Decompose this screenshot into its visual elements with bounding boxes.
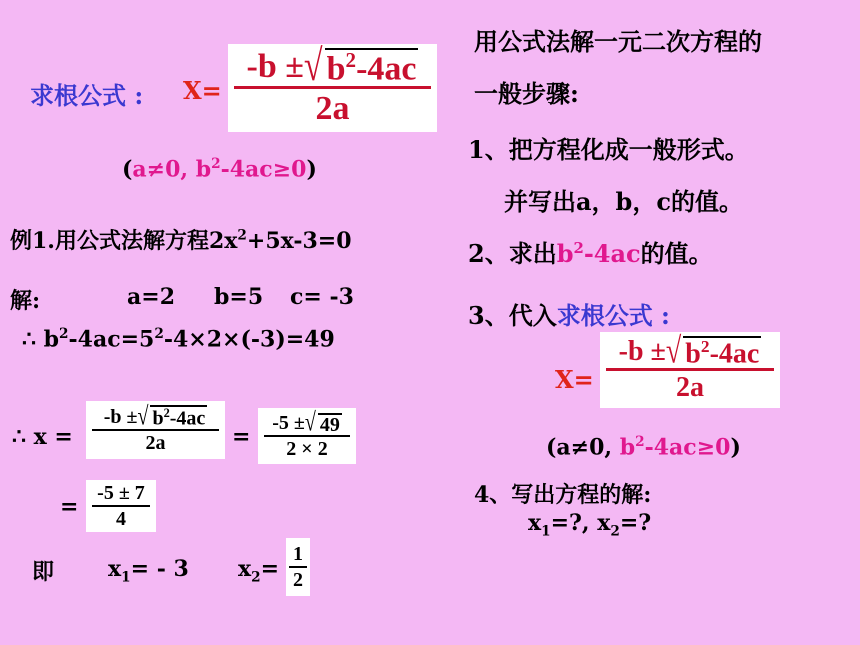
step-4: 4、写出方程的解:	[474, 482, 652, 508]
condition-right: (a≠0, $b^2-4ac\ge 0$)	[546, 434, 741, 461]
formula-label: 求根公式 :	[30, 81, 144, 110]
ji-label: 即	[32, 559, 55, 585]
equals-sign-1: =	[232, 424, 251, 450]
quadratic-formula-small: -b ± √ $b^2-4ac$ 2a	[86, 401, 225, 459]
simplified-fraction: -5 ± 7 4	[86, 480, 156, 532]
discriminant-calc: ∴ $b^2-4ac=5^2-4\times 2\times(-3)=49$	[22, 326, 335, 353]
x-equals: ∴ x =	[12, 424, 73, 450]
formula-x-label: X=	[183, 76, 222, 105]
roots-placeholder: $x_1=$?, $x_2=$?	[528, 510, 652, 540]
a-value: a=2	[127, 284, 175, 310]
step-1-line1: 1、把方程化成一般形式。	[468, 135, 749, 164]
steps-title-line2: 一般步骤:	[474, 79, 579, 108]
c-value: c= -3	[290, 284, 354, 310]
step3-x-label: X=	[555, 365, 594, 394]
b-value: b=5	[214, 284, 264, 310]
step-3: 3、代入求根公式 :	[468, 301, 670, 330]
example-title: 例1.用公式法解方程$2x^2+5x-3=0$	[10, 227, 352, 254]
formula-denominator: 2a	[315, 90, 350, 128]
step-2: 2、求出$b^2-4ac$的值。	[468, 239, 713, 268]
root-x2-fraction: 1 2	[286, 538, 310, 596]
solution-label: 解:	[10, 288, 41, 314]
root-x2-label: $x_2=$	[238, 556, 280, 586]
formula-numerator: -b ±	[246, 48, 304, 86]
substituted-fraction: -5 ± √ 49 2 × 2	[258, 408, 356, 464]
steps-title-line1: 用公式法解一元二次方程的	[474, 27, 762, 56]
step-1-line2: 并写出a，b，c的值。	[504, 187, 743, 216]
root-x1: $x_1= - 3$	[108, 556, 189, 586]
condition-left: (a≠0, $b^2-4ac\ge 0$)	[122, 156, 317, 183]
quadratic-formula-right: -b ± √ $b^2-4ac$ 2a	[600, 332, 780, 408]
quadratic-formula-image: -b ± √ $b^2-4ac$ 2a	[228, 44, 437, 132]
equals-sign-2: =	[60, 494, 79, 520]
